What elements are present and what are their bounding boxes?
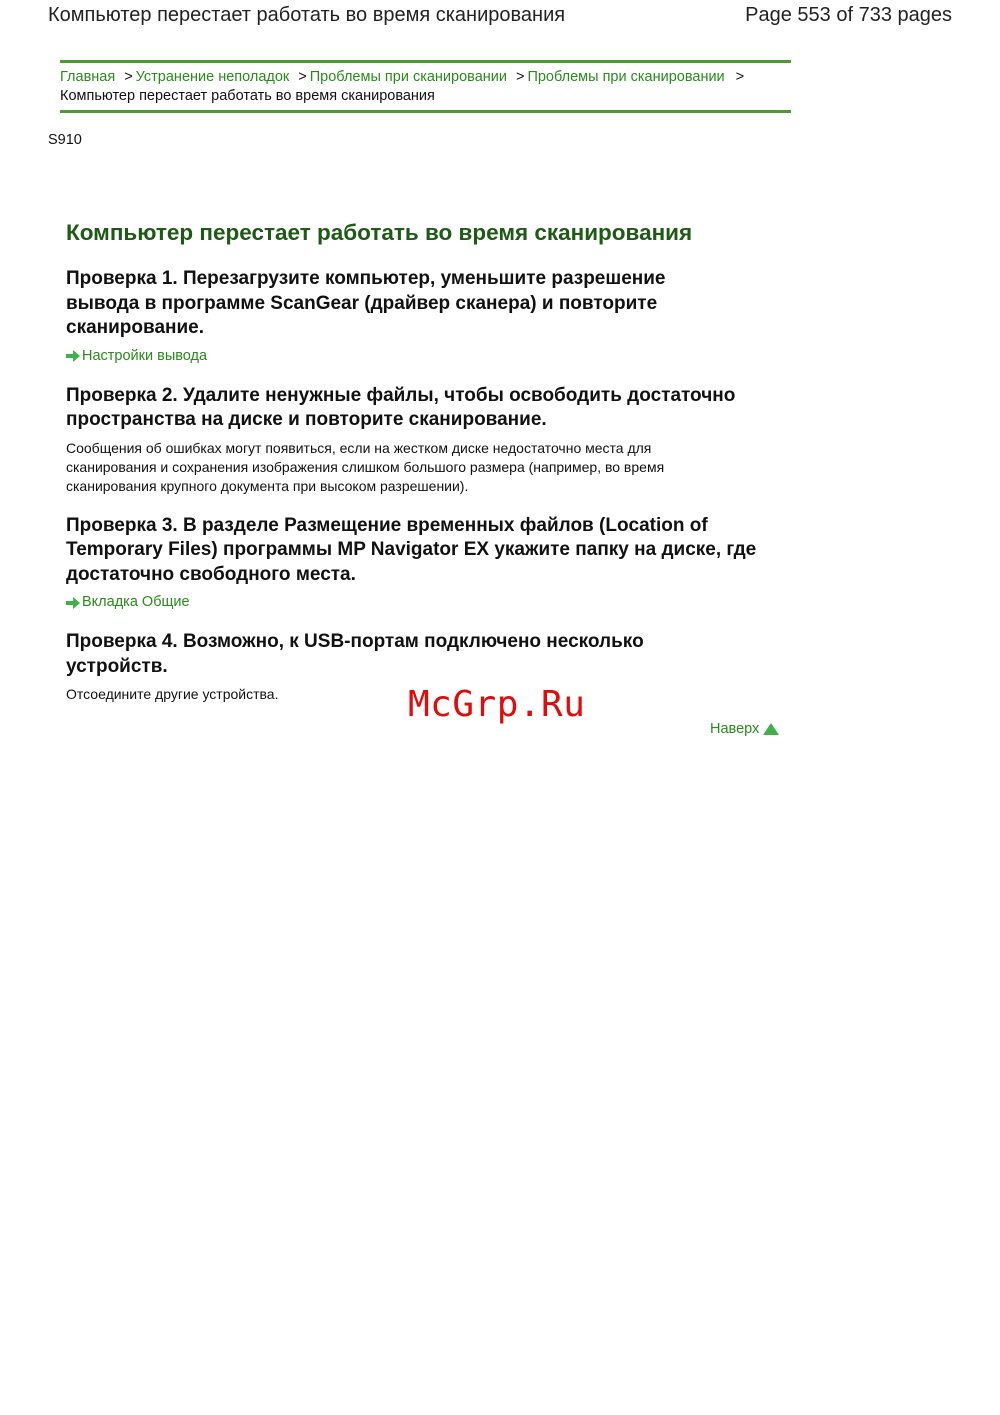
check-1-heading: Проверка 1. Перезагрузите компьютер, уменьшите разрешение вывода в программе ScanGear (драйвер сканера) и повторите сканирование. [66,268,666,338]
article [66,218,786,704]
check-2 [66,384,786,496]
general-tab-link-label: Вкладка Общие [82,594,190,610]
back-to-top-link[interactable] [710,721,779,737]
breadcrumb [60,60,791,113]
check-3-heading: Проверка 3. В разделе Размещение временных файлов (Location of Temporary Files) программы MP Navigator EX укажите папку на диске, где достаточно свободного места. [66,514,757,585]
check-4-text: Отсоедините другие устройства. [66,686,279,702]
breadcrumb-link-home[interactable]: Главная [60,69,116,85]
output-settings-link[interactable] [66,347,786,366]
model-label: S910 [48,132,82,148]
breadcrumb-separator: > [298,69,307,85]
general-tab-link[interactable] [66,593,786,612]
arrow-right-icon [66,597,80,609]
check-4-heading: Проверка 4. Возможно, к USB-портам подключено несколько устройств. [66,631,644,677]
breadcrumb-link-troubleshooting[interactable]: Устранение неполадок [135,69,290,85]
breadcrumb-separator: > [124,69,133,85]
document-title: Компьютер перестает работать во время сканирования [48,3,566,26]
back-to-top-label: Наверх [710,721,760,737]
page-counter: Page 553 of 733 pages [745,3,952,26]
arrow-right-icon [66,350,80,362]
breadcrumb-link-scanning-problems[interactable]: Проблемы при сканировании [309,69,507,85]
check-2-text: Сообщения об ошибках могут появиться, если на жестком диске недостаточно места для сканирования и сохранения изображения слишком большого размера (например, во время сканирования крупного документа при высоком разрешении). [66,439,665,494]
page-header [48,2,952,28]
check-2-heading: Проверка 2. Удалите ненужные файлы, чтобы освободить достаточно пространства на диске и повторите сканирование. [66,384,736,430]
check-1 [66,267,786,366]
article-title: Компьютер перестает работать во время сканирования [66,220,693,245]
check-3 [66,514,786,613]
arrow-up-icon [763,723,779,735]
breadcrumb-separator: > [735,69,745,85]
breadcrumb-link-scanning-problems-2[interactable]: Проблемы при сканировании [527,69,725,85]
output-settings-link-label: Настройки вывода [82,347,208,364]
watermark: McGrp.Ru [408,684,586,725]
breadcrumb-current: Компьютер перестает работать во время сканирования [60,88,435,104]
breadcrumb-separator: > [515,69,525,85]
